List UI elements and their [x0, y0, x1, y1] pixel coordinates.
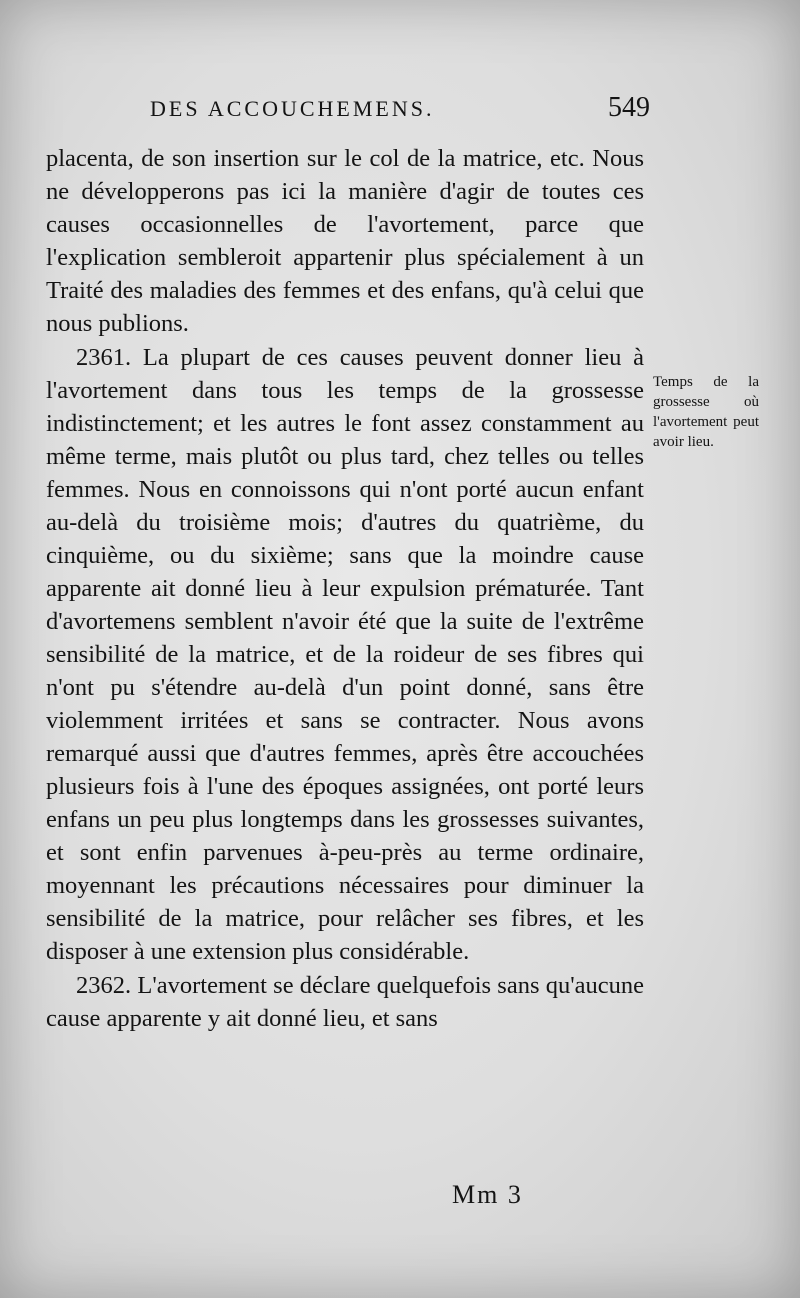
main-text [46, 142, 644, 1035]
paragraph-continuation: placenta, de son insertion sur le col de la matrice, etc. Nous ne développerons pas ici la manière d'agir de toutes ces causes occasionnelles de l'avortement, parce que l'explication sembleroit appartenir plus spécialement à un Traité des maladies des femmes et des enfans, qu'à celui que nous publions. [46, 145, 644, 337]
paragraph-2361: 2361. La plupart de ces causes peuvent donner lieu à l'avortement dans tous les temps de la grossesse indistinctement; et les autres le font assez constamment au même terme, mais plutôt ou plus tard, chez telles ou telles femmes. Nous en connoissons qui n'ont porté aucun enfant au-delà du troisième mois; d'autres du quatrième, du cinquième, ou du sixième; sans que la moindre cause apparente ait donné lieu à leur expulsion prématurée. Tant d'avortemens semblent n'avoir été que la suite de l'extrême sensibilité de la matrice, et de la roideur de ses fibres qui n'ont pu s'étendre au-delà d'un point donné, sans être violemment irritées et sans se contracter. Nous avons remarqué aussi que d'autres femmes, après être accouchées plusieurs fois à l'une des époques assignées, ont porté leurs enfans un peu plus longtemps dans les grossesses suivantes, et sont enfin parvenues à-peu-près au terme ordinaire, moyennant les précautions nécessaires pour diminuer la sensibilité de la matrice, pour relâcher ses fibres, et les disposer à une extension plus considérable. [46, 344, 644, 965]
paragraph-2362: 2362. L'avortement se déclare quelquefois sans qu'aucune cause apparente y ait donné lieu, et sans [46, 972, 644, 1032]
page-number: 549 [608, 92, 650, 123]
page-header [150, 92, 650, 136]
signature-mark: Mm 3 [452, 1180, 523, 1209]
running-head: DES ACCOUCHEMENS. [150, 96, 435, 121]
margin-note: Temps de la grossesse où l'avortement peut avoir lieu. [653, 374, 759, 450]
